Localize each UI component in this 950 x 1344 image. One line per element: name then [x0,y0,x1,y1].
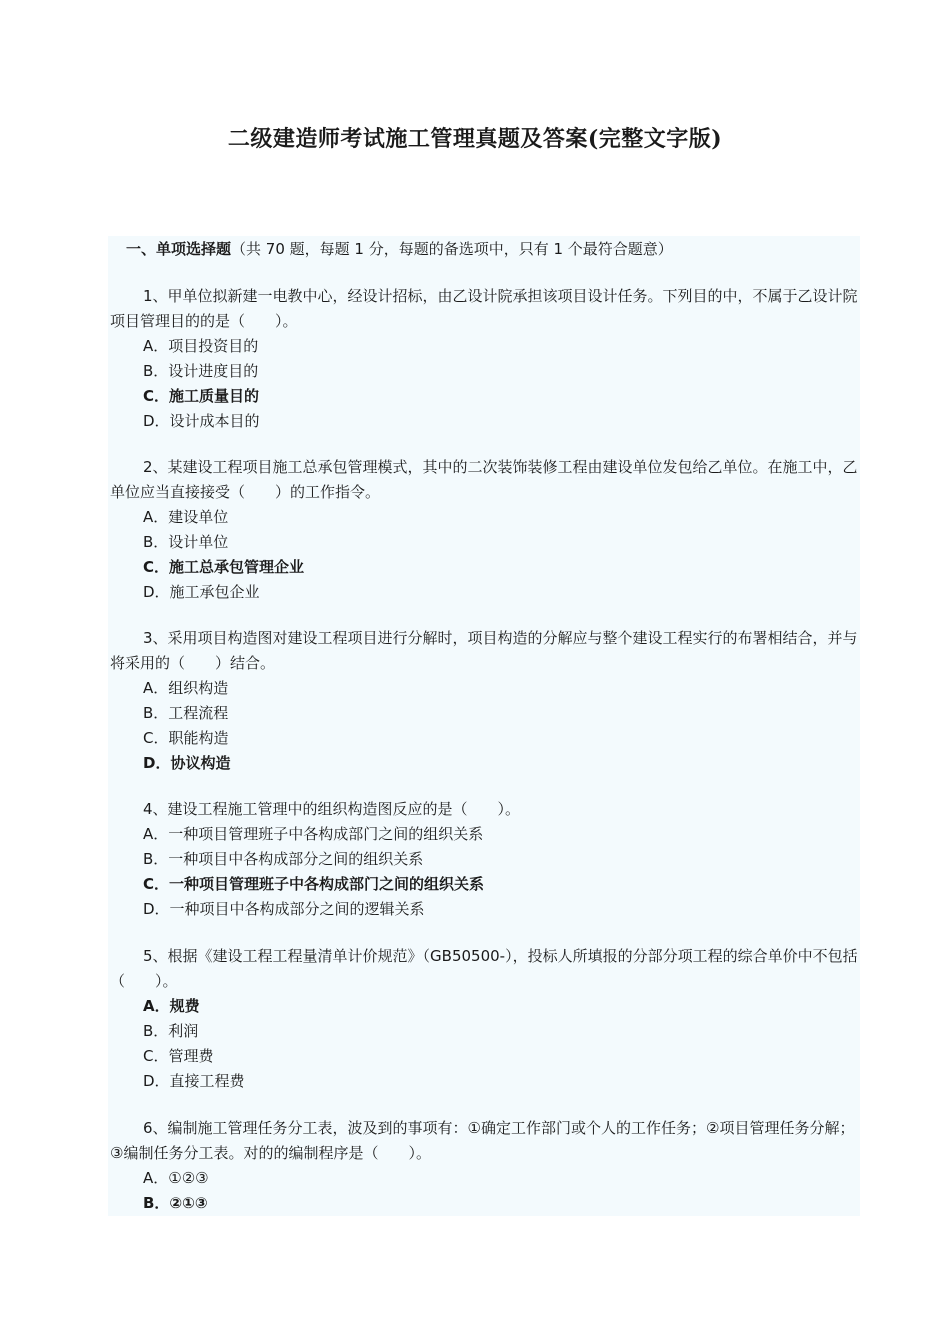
question-stem: 3、采用项目构造图对建设工程项目进行分解时，项目构造的分解应与整个建设工程实行的布署相结合，并与将采用的（ ）结合。 [110,629,858,672]
question-stem: 1、甲单位拟新建一电教中心，经设计招标，由乙设计院承担该项目设计任务。下列目的中，不属于乙设计院项目管理目的的是（ ）。 [110,287,858,330]
question-4 [110,797,858,922]
option-d: D．设计成本目的 [143,412,260,430]
question-stem: 4、建设工程施工管理中的组织构造图反应的是（ ）。 [143,800,521,818]
option-a-correct: A．规费 [143,997,200,1015]
option-d-correct: D．协议构造 [143,754,231,772]
option-a: A．一种项目管理班子中各构成部门之间的组织关系 [143,825,484,843]
option-c: C．管理费 [143,1047,214,1065]
section-title: 一、单项选择题 [126,240,232,258]
option-b: B．设计单位 [143,533,229,551]
question-stem: 6、编制施工管理任务分工表，波及到的事项有：①确定工作部门或个人的工作任务；②项目管理任务分解；③编制任务分工表。对的的编制程序是（ ）。 [110,1119,855,1162]
option-b-correct: B．②①③ [143,1194,208,1212]
option-c: C．职能构造 [143,729,229,747]
question-stem: 5、根据《建设工程工程量清单计价规范》（GB50500-），投标人所填报的分部分项工程的综合单价中不包括（ ）。 [110,947,858,990]
option-b: B．利润 [143,1022,199,1040]
option-a: A．①②③ [143,1169,209,1187]
option-b: B．设计进度目的 [143,362,259,380]
option-d: D．一种项目中各构成部分之间的逻辑关系 [143,900,425,918]
question-6 [110,1116,858,1216]
option-c-correct: C．施工总承包管理企业 [143,558,305,576]
option-c-correct: C．施工质量目的 [143,387,260,405]
question-1 [110,284,858,434]
option-d: D．施工承包企业 [143,583,260,601]
question-stem: 2、某建设工程项目施工总承包管理模式，其中的二次装饰装修工程由建设单位发包给乙单位。在施工中，乙单位应当直接接受（ ）的工作指令。 [110,458,858,501]
option-b: B．一种项目中各构成部分之间的组织关系 [143,850,424,868]
option-c-correct: C．一种项目管理班子中各构成部门之间的组织关系 [143,875,485,893]
question-5 [110,944,858,1094]
option-a: A．建设单位 [143,508,229,526]
section-header [126,238,673,260]
question-3 [110,626,858,776]
option-b: B．工程流程 [143,704,229,722]
option-a: A．组织构造 [143,679,229,697]
document-title: 二级建造师考试施工管理真题及答案(完整文字版) [227,126,723,152]
option-a: A．项目投资目的 [143,337,259,355]
option-d: D．直接工程费 [143,1072,245,1090]
section-note: （共 70 题，每题 1 分，每题的备选项中，只有 1 个最符合题意） [231,240,673,258]
question-2 [110,455,858,605]
